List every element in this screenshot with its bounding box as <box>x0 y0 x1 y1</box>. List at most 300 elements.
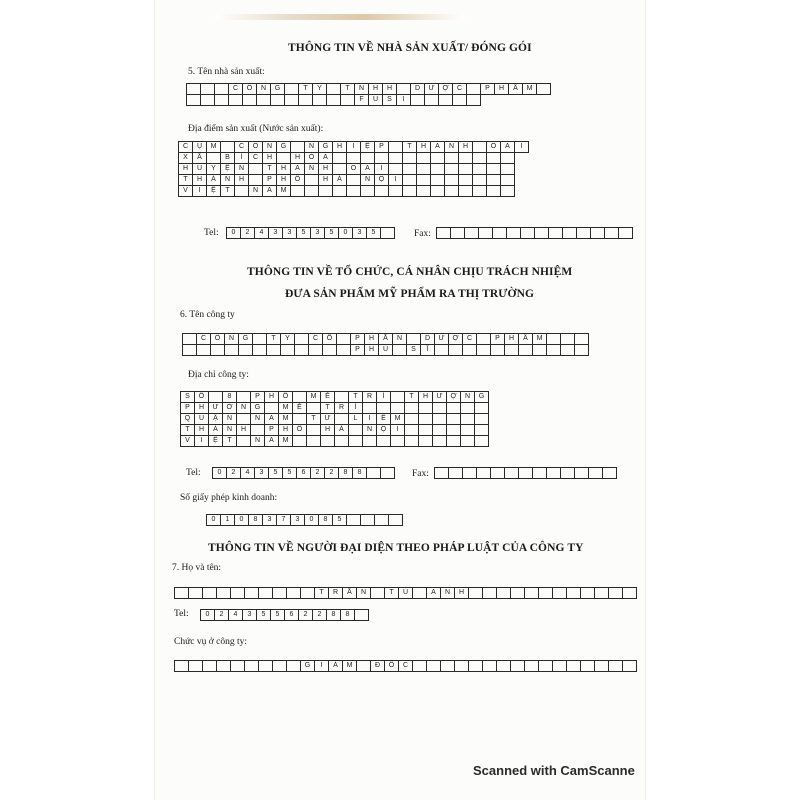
letter-box: 3 <box>352 227 367 239</box>
manufacturer-name-label: 5. Tên nhà sản xuất: <box>188 67 265 77</box>
letter-box: H <box>192 174 207 186</box>
letter-box: A <box>290 163 305 175</box>
letter-box: T <box>404 391 419 403</box>
letter-box: 3 <box>262 514 277 526</box>
letter-box: N <box>222 424 237 436</box>
letter-box: Ậ <box>208 413 223 425</box>
letter-box: 5 <box>268 467 283 479</box>
representative-position-grid <box>174 660 637 672</box>
letter-box: G <box>276 141 291 153</box>
grid-row <box>178 186 529 197</box>
manufacturer-address-grid <box>178 141 529 197</box>
company-fax-grid <box>434 467 617 479</box>
letter-box: N <box>354 83 369 95</box>
letter-box <box>370 587 385 599</box>
letter-box <box>474 435 489 447</box>
letter-box: H <box>264 391 279 403</box>
letter-box: Ò <box>304 152 319 164</box>
letter-box <box>448 344 463 356</box>
letter-box: Ệ <box>360 141 375 153</box>
letter-box: 0 <box>212 467 227 479</box>
representative-tel-grid <box>200 609 369 621</box>
grid-row <box>436 227 633 239</box>
letter-box: X <box>178 152 193 164</box>
letter-box <box>300 587 315 599</box>
letter-box: N <box>460 391 475 403</box>
letter-box <box>496 660 511 672</box>
letter-box: M <box>278 435 293 447</box>
letter-box: H <box>318 163 333 175</box>
page-top-edge <box>215 14 465 20</box>
letter-box <box>452 94 467 106</box>
letter-box: H <box>494 83 509 95</box>
letter-box: U <box>192 163 207 175</box>
letter-box: 8 <box>352 467 367 479</box>
letter-box: H <box>318 174 333 186</box>
letter-box: T <box>220 185 235 197</box>
letter-box: U <box>368 94 383 106</box>
letter-box <box>388 185 403 197</box>
letter-box <box>518 344 533 356</box>
letter-box: À <box>206 174 221 186</box>
letter-box <box>424 94 439 106</box>
letter-box <box>594 660 609 672</box>
letter-box <box>534 227 549 239</box>
letter-box: 6 <box>296 467 311 479</box>
letter-box: Ô <box>242 83 257 95</box>
letter-box: P <box>350 333 365 345</box>
letter-box <box>404 435 419 447</box>
letter-box: R <box>362 391 377 403</box>
letter-box: 4 <box>254 227 269 239</box>
grid-row <box>200 609 369 621</box>
company-fax-label: Fax: <box>412 469 429 479</box>
letter-box: N <box>304 141 319 153</box>
letter-box: Y <box>280 333 295 345</box>
letter-box: C <box>308 333 323 345</box>
letter-box: I <box>514 141 529 153</box>
section-title-manufacturer: THÔNG TIN VỀ NHÀ SẢN XUẤT/ ĐÓNG GÓI <box>288 42 532 54</box>
letter-box <box>432 435 447 447</box>
letter-box: Đ <box>370 660 385 672</box>
letter-box <box>460 435 475 447</box>
letter-box: Q <box>180 413 195 425</box>
letter-box: N <box>304 163 319 175</box>
letter-box: H <box>504 333 519 345</box>
letter-box <box>574 344 589 356</box>
letter-box: H <box>178 163 193 175</box>
letter-box <box>622 660 637 672</box>
manufacturer-fax-label: Fax: <box>414 229 431 239</box>
letter-box <box>434 344 449 356</box>
letter-box: A <box>264 413 279 425</box>
letter-box <box>444 185 459 197</box>
letter-box: H <box>194 424 209 436</box>
letter-box: C <box>178 141 193 153</box>
letter-box: T <box>306 413 321 425</box>
letter-box <box>604 227 619 239</box>
letter-box: T <box>266 333 281 345</box>
representative-position-label: Chức vụ ở công ty: <box>174 637 247 647</box>
letter-box: M <box>278 402 293 414</box>
manufacturer-address-label: Địa điểm sản xuất (Nước sản xuất): <box>188 124 324 134</box>
letter-box: H <box>234 174 249 186</box>
letter-box <box>374 185 389 197</box>
letter-box: Ễ <box>320 391 335 403</box>
letter-box <box>174 660 189 672</box>
letter-box <box>244 587 259 599</box>
letter-box: T <box>348 391 363 403</box>
letter-box: I <box>194 435 209 447</box>
letter-box: P <box>180 402 195 414</box>
letter-box: H <box>364 333 379 345</box>
letter-box: T <box>262 163 277 175</box>
letter-box: G <box>474 391 489 403</box>
letter-box: Ố <box>194 391 209 403</box>
letter-box: G <box>300 660 315 672</box>
section-title-representative: THÔNG TIN VỀ NGƯỜI ĐẠI DIỆN THEO PHÁP LUẬT CỦA CÔNG TY <box>208 542 584 554</box>
letter-box: Ô <box>210 333 225 345</box>
letter-box <box>566 587 581 599</box>
letter-box: 8 <box>326 609 341 621</box>
letter-box <box>210 344 225 356</box>
letter-box: H <box>368 83 383 95</box>
letter-box: N <box>236 402 251 414</box>
letter-box: Ầ <box>378 333 393 345</box>
letter-box: 3 <box>290 514 305 526</box>
letter-box: Ì <box>348 402 363 414</box>
letter-box: 8 <box>338 467 353 479</box>
letter-box: À <box>208 424 223 436</box>
letter-box <box>448 467 463 479</box>
letter-box: H <box>194 402 209 414</box>
letter-box <box>538 660 553 672</box>
letter-box: T <box>320 402 335 414</box>
letter-box <box>366 467 381 479</box>
letter-box <box>188 587 203 599</box>
letter-box: 3 <box>242 609 257 621</box>
letter-box <box>504 467 519 479</box>
letter-box <box>292 435 307 447</box>
letter-box <box>476 467 491 479</box>
letter-box: C <box>228 83 243 95</box>
letter-box: 0 <box>206 514 221 526</box>
letter-box: I <box>396 94 411 106</box>
letter-box: I <box>374 163 389 175</box>
letter-box: C <box>234 141 249 153</box>
letter-box: A <box>262 185 277 197</box>
letter-box: H <box>276 163 291 175</box>
letter-box: 2 <box>214 609 229 621</box>
letter-box: N <box>360 174 375 186</box>
letter-box <box>244 660 259 672</box>
letter-box <box>252 344 267 356</box>
letter-box: A <box>430 141 445 153</box>
letter-box <box>348 435 363 447</box>
letter-box <box>290 185 305 197</box>
letter-box <box>360 185 375 197</box>
camscanner-watermark: Scanned with CamScanne <box>473 763 635 778</box>
letter-box: À <box>334 424 349 436</box>
letter-box <box>418 435 433 447</box>
letter-box: T <box>340 83 355 95</box>
letter-box: 2 <box>240 227 255 239</box>
letter-box <box>334 435 349 447</box>
letter-box <box>532 344 547 356</box>
letter-box <box>548 227 563 239</box>
letter-box <box>458 185 473 197</box>
grid-row <box>226 227 395 239</box>
letter-box <box>360 514 375 526</box>
letter-box <box>466 94 481 106</box>
letter-box: Ố <box>290 174 305 186</box>
letter-box: R <box>328 587 343 599</box>
letter-box: P <box>250 391 265 403</box>
letter-box: G <box>250 402 265 414</box>
letter-box <box>242 94 257 106</box>
letter-box: N <box>234 163 249 175</box>
letter-box: 5 <box>366 227 381 239</box>
letter-box <box>326 94 341 106</box>
letter-box: Ố <box>292 424 307 436</box>
letter-box <box>356 660 371 672</box>
manufacturer-tel-label: Tel: <box>204 228 219 238</box>
letter-box: H <box>278 424 293 436</box>
letter-box <box>524 587 539 599</box>
letter-box <box>294 344 309 356</box>
letter-box: 0 <box>234 514 249 526</box>
letter-box: N <box>220 174 235 186</box>
letter-box <box>258 660 273 672</box>
letter-box <box>388 514 403 526</box>
letter-box: 0 <box>226 227 241 239</box>
letter-box: N <box>256 83 271 95</box>
letter-box: Ợ <box>446 391 461 403</box>
letter-box: M <box>306 391 321 403</box>
letter-box: 4 <box>240 467 255 479</box>
company-name-grid <box>182 333 589 356</box>
letter-box <box>362 435 377 447</box>
letter-box <box>320 435 335 447</box>
letter-box <box>462 467 477 479</box>
letter-box: M <box>390 413 405 425</box>
letter-box <box>182 344 197 356</box>
letter-box: M <box>342 660 357 672</box>
letter-box: U <box>194 413 209 425</box>
letter-box: 0 <box>200 609 215 621</box>
letter-box: H <box>454 587 469 599</box>
letter-box: I <box>314 660 329 672</box>
letter-box: 8 <box>318 514 333 526</box>
letter-box: Y <box>312 83 327 95</box>
letter-box <box>380 227 395 239</box>
letter-box <box>228 94 243 106</box>
letter-box: 3 <box>268 227 283 239</box>
letter-box <box>468 587 483 599</box>
letter-box: Á <box>328 660 343 672</box>
letter-box: A <box>264 435 279 447</box>
letter-box: 2 <box>310 467 325 479</box>
letter-box: P <box>490 333 505 345</box>
letter-box: Ẩ <box>518 333 533 345</box>
letter-box <box>412 587 427 599</box>
letter-box: N <box>250 413 265 425</box>
letter-box: N <box>392 333 407 345</box>
letter-box: Ã <box>192 152 207 164</box>
letter-box: C <box>248 152 263 164</box>
letter-box: 0 <box>304 514 319 526</box>
letter-box <box>200 94 215 106</box>
letter-box: Ầ <box>342 587 357 599</box>
letter-box: T <box>180 424 195 436</box>
company-address-label: Địa chỉ công ty: <box>188 370 249 380</box>
letter-box <box>434 467 449 479</box>
letter-box: 2 <box>324 467 339 479</box>
letter-box <box>390 435 405 447</box>
letter-box: G <box>270 83 285 95</box>
letter-box <box>602 467 617 479</box>
letter-box <box>272 660 287 672</box>
letter-box <box>196 344 211 356</box>
letter-box: D <box>420 333 435 345</box>
letter-box: R <box>334 402 349 414</box>
letter-box <box>590 227 605 239</box>
letter-box: Ố <box>384 660 399 672</box>
letter-box: H <box>364 344 379 356</box>
letter-box: N <box>224 333 239 345</box>
letter-box <box>464 227 479 239</box>
letter-box <box>202 587 217 599</box>
letter-box <box>450 227 465 239</box>
grid-row <box>206 514 403 526</box>
letter-box: H <box>416 141 431 153</box>
letter-box <box>376 435 391 447</box>
letter-box <box>380 467 395 479</box>
letter-box: V <box>178 185 193 197</box>
letter-box: Ệ <box>220 163 235 175</box>
letter-box: H <box>236 424 251 436</box>
letter-box: 3 <box>310 227 325 239</box>
letter-box <box>402 185 417 197</box>
letter-box: 1 <box>220 514 235 526</box>
letter-box <box>346 185 361 197</box>
letter-box: I <box>388 174 403 186</box>
letter-box <box>174 587 189 599</box>
letter-box <box>462 344 477 356</box>
letter-box: À <box>332 174 347 186</box>
grid-row <box>180 436 489 447</box>
letter-box: Ố <box>278 391 293 403</box>
letter-box: D <box>410 83 425 95</box>
letter-box: Ừ <box>320 413 335 425</box>
letter-box <box>298 94 313 106</box>
letter-box <box>392 344 407 356</box>
letter-box: 3 <box>254 467 269 479</box>
letter-box: 5 <box>270 609 285 621</box>
letter-box <box>588 467 603 479</box>
company-address-grid <box>180 391 489 447</box>
letter-box: O <box>346 163 361 175</box>
letter-box <box>560 344 575 356</box>
letter-box: Ụ <box>192 141 207 153</box>
letter-box <box>230 587 245 599</box>
letter-box <box>426 660 441 672</box>
letter-box <box>216 660 231 672</box>
letter-box <box>538 587 553 599</box>
letter-box <box>618 227 633 239</box>
grid-row <box>186 95 551 106</box>
letter-box: Ư <box>424 83 439 95</box>
letter-box <box>430 185 445 197</box>
representative-name-label: 7. Họ và tên: <box>172 563 222 573</box>
letter-box: A <box>426 587 441 599</box>
letter-box: N <box>248 185 263 197</box>
grid-row <box>174 587 637 599</box>
letter-box: 8 <box>248 514 263 526</box>
letter-box <box>234 185 249 197</box>
letter-box: M <box>206 141 221 153</box>
letter-box <box>524 660 539 672</box>
letter-box: P <box>262 174 277 186</box>
letter-box <box>216 587 231 599</box>
letter-box: A <box>500 141 515 153</box>
letter-box: Ư <box>432 391 447 403</box>
letter-box: Ẩ <box>508 83 523 95</box>
letter-box <box>270 94 285 106</box>
grid-row <box>182 345 589 356</box>
company-tel-grid <box>212 467 395 479</box>
section-title-responsible-line1: THÔNG TIN VỀ TỔ CHỨC, CÁ NHÂN CHỊU TRÁCH NHIỆM <box>247 266 573 278</box>
letter-box <box>482 660 497 672</box>
letter-box <box>562 227 577 239</box>
company-tel-label: Tel: <box>186 468 201 478</box>
letter-box: Ờ <box>222 402 237 414</box>
letter-box: Ư <box>434 333 449 345</box>
letter-box <box>280 344 295 356</box>
letter-box <box>272 587 287 599</box>
letter-box: M <box>276 185 291 197</box>
letter-box: Ì <box>376 391 391 403</box>
letter-box <box>496 587 511 599</box>
grid-row <box>174 660 637 672</box>
letter-box <box>580 587 595 599</box>
letter-box <box>532 467 547 479</box>
letter-box: Ệ <box>208 435 223 447</box>
letter-box: L <box>348 413 363 425</box>
letter-box <box>446 435 461 447</box>
letter-box: Ệ <box>206 185 221 197</box>
letter-box: H <box>332 141 347 153</box>
letter-box <box>286 587 301 599</box>
letter-box <box>566 660 581 672</box>
letter-box <box>454 660 469 672</box>
letter-box <box>332 185 347 197</box>
letter-box: T <box>402 141 417 153</box>
letter-box: B <box>220 152 235 164</box>
letter-box: 5 <box>282 467 297 479</box>
letter-box <box>492 227 507 239</box>
company-name-label: 6. Tên công ty <box>180 310 235 320</box>
letter-box <box>580 660 595 672</box>
letter-box: Ú <box>398 587 413 599</box>
letter-box <box>490 467 505 479</box>
letter-box: P <box>480 83 495 95</box>
letter-box <box>286 660 301 672</box>
letter-box <box>552 587 567 599</box>
letter-box <box>500 185 515 197</box>
letter-box: Ễ <box>292 402 307 414</box>
letter-box: H <box>320 424 335 436</box>
